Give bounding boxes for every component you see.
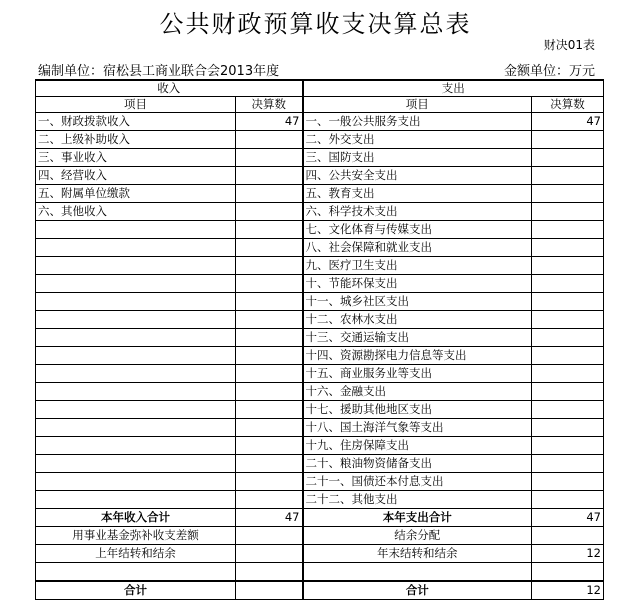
expense-item: 二十一、国债还本付息支出 [303, 473, 532, 491]
expense-amount [532, 473, 604, 491]
table-row [36, 329, 604, 347]
income-item: 三、事业收入 [36, 149, 236, 167]
income-amount [236, 383, 303, 401]
income-amount [236, 455, 303, 473]
income-item [36, 293, 236, 311]
expense-item: 十七、援助其他地区支出 [303, 401, 532, 419]
table-row [36, 365, 604, 383]
expense-item: 二十二、其他支出 [303, 491, 532, 509]
distribution-label: 结余分配 [303, 527, 532, 545]
amount-unit: 金额单位：万元 [503, 64, 595, 79]
expense-amount [532, 455, 604, 473]
income-item [36, 329, 236, 347]
spacer-cell [36, 563, 236, 582]
income-amount [236, 203, 303, 221]
income-amount [236, 131, 303, 149]
income-amount [236, 419, 303, 437]
expense-amount [532, 221, 604, 239]
income-item: 六、其他收入 [36, 203, 236, 221]
income-item [36, 275, 236, 293]
expense-item: 十八、国土海洋气象等支出 [303, 419, 532, 437]
income-amount [236, 257, 303, 275]
income-item [36, 311, 236, 329]
table-row [36, 203, 604, 221]
expense-item: 十二、农林水支出 [303, 311, 532, 329]
expense-item: 十九、住房保障支出 [303, 437, 532, 455]
income-amount [236, 293, 303, 311]
income-amount [236, 149, 303, 167]
table-row [36, 491, 604, 509]
income-amount [236, 221, 303, 239]
expense-amount [532, 347, 604, 365]
expense-item: 六、科学技术支出 [303, 203, 532, 221]
expense-amount [532, 491, 604, 509]
reserve-value [236, 527, 303, 545]
table-row [36, 473, 604, 491]
expense-item: 四、公共安全支出 [303, 167, 532, 185]
income-item: 五、附属单位缴款 [36, 185, 236, 203]
grand-total-label-in: 合计 [36, 581, 236, 600]
income-item [36, 221, 236, 239]
form-number: 财决01表 [543, 38, 595, 52]
expense-amount [532, 167, 604, 185]
table-row [36, 239, 604, 257]
grand-total-out: 12 [532, 581, 604, 600]
table-row [36, 437, 604, 455]
expense-item: 十五、商业服务业等支出 [303, 365, 532, 383]
table-row [36, 419, 604, 437]
income-item [36, 491, 236, 509]
table-row [36, 167, 604, 185]
column-header-row [36, 97, 604, 113]
spacer-cell [532, 563, 604, 582]
expense-amount [532, 383, 604, 401]
table-row [36, 455, 604, 473]
table-row [36, 383, 604, 401]
expense-amount [532, 149, 604, 167]
reserve-label: 用事业基金弥补收支差额 [36, 527, 236, 545]
income-amount [236, 437, 303, 455]
table-row [36, 185, 604, 203]
expense-item: 三、国防支出 [303, 149, 532, 167]
distribution-value [532, 527, 604, 545]
income-amount [236, 491, 303, 509]
income-item [36, 239, 236, 257]
income-amount [236, 347, 303, 365]
income-amount [236, 311, 303, 329]
expense-amount [532, 131, 604, 149]
income-item [36, 419, 236, 437]
expense-item: 九、医疗卫生支出 [303, 257, 532, 275]
expense-item: 五、教育支出 [303, 185, 532, 203]
spacer-cell [236, 563, 303, 582]
income-amount [236, 167, 303, 185]
expense-item: 十四、资源勘探电力信息等支出 [303, 347, 532, 365]
expense-item: 十、节能环保支出 [303, 275, 532, 293]
expense-item: 七、文化体育与传媒支出 [303, 221, 532, 239]
income-item [36, 437, 236, 455]
expense-amount [532, 437, 604, 455]
table-row [36, 221, 604, 239]
expense-amount [532, 185, 604, 203]
expense-amount [532, 329, 604, 347]
table-row [36, 275, 604, 293]
income-total-label: 本年收入合计 [36, 509, 236, 527]
income-amount [236, 473, 303, 491]
expense-amount [532, 365, 604, 383]
budget-summary-table [35, 79, 604, 600]
expense-item: 一、一般公共服务支出 [303, 113, 532, 131]
table-row [36, 113, 604, 131]
expense-amount [532, 239, 604, 257]
table-row [36, 131, 604, 149]
table-row [36, 293, 604, 311]
expense-amount [532, 257, 604, 275]
income-item [36, 383, 236, 401]
spacer-row [36, 563, 604, 582]
income-amount: 47 [236, 113, 303, 131]
expense-amount [532, 275, 604, 293]
income-amount [236, 275, 303, 293]
income-item: 二、上级补助收入 [36, 131, 236, 149]
expense-amount [532, 311, 604, 329]
expense-item: 二、外交支出 [303, 131, 532, 149]
income-item [36, 455, 236, 473]
section-header-row [36, 80, 604, 97]
income-amount [236, 329, 303, 347]
expense-amount [532, 419, 604, 437]
income-amount-header: 决算数 [236, 97, 303, 113]
income-amount [236, 401, 303, 419]
grand-total-in [236, 581, 303, 600]
expense-amount [532, 203, 604, 221]
table-row [36, 401, 604, 419]
table-row [36, 311, 604, 329]
table-row [36, 257, 604, 275]
expense-amount-header: 决算数 [532, 97, 604, 113]
expense-amount [532, 293, 604, 311]
page-title: 公共财政预算收支决算总表 [159, 10, 472, 38]
expense-item: 二十、粮油物资储备支出 [303, 455, 532, 473]
expense-amount: 47 [532, 113, 604, 131]
table-row [36, 347, 604, 365]
income-header: 收入 [36, 80, 303, 97]
expense-item: 十三、交通运输支出 [303, 329, 532, 347]
spacer-cell [303, 563, 532, 582]
income-amount [236, 185, 303, 203]
expense-header: 支出 [303, 80, 604, 97]
carry-out-label: 年末结转和结余 [303, 545, 532, 563]
income-total-value: 47 [236, 509, 303, 527]
carry-in-value [236, 545, 303, 563]
expense-item-header: 项目 [303, 97, 532, 113]
total-row [36, 509, 604, 527]
income-item [36, 365, 236, 383]
expense-total-label: 本年支出合计 [303, 509, 532, 527]
expense-item: 十一、城乡社区支出 [303, 293, 532, 311]
income-amount [236, 365, 303, 383]
expense-amount [532, 401, 604, 419]
income-item-header: 项目 [36, 97, 236, 113]
carry-in-label: 上年结转和结余 [36, 545, 236, 563]
income-item: 四、经营收入 [36, 167, 236, 185]
income-item [36, 401, 236, 419]
reserve-row [36, 527, 604, 545]
grand-total-row [36, 581, 604, 600]
carry-out-value: 12 [532, 545, 604, 563]
expense-item: 八、社会保障和就业支出 [303, 239, 532, 257]
carryover-row [36, 545, 604, 563]
expense-item: 十六、金融支出 [303, 383, 532, 401]
expense-total-value: 47 [532, 509, 604, 527]
table-row [36, 149, 604, 167]
grand-total-label-out: 合计 [303, 581, 532, 600]
income-item [36, 347, 236, 365]
income-item [36, 473, 236, 491]
compiling-unit: 编制单位：宿松县工商业联合会2013年度 [38, 64, 280, 79]
income-amount [236, 239, 303, 257]
income-item [36, 257, 236, 275]
income-item: 一、财政拨款收入 [36, 113, 236, 131]
